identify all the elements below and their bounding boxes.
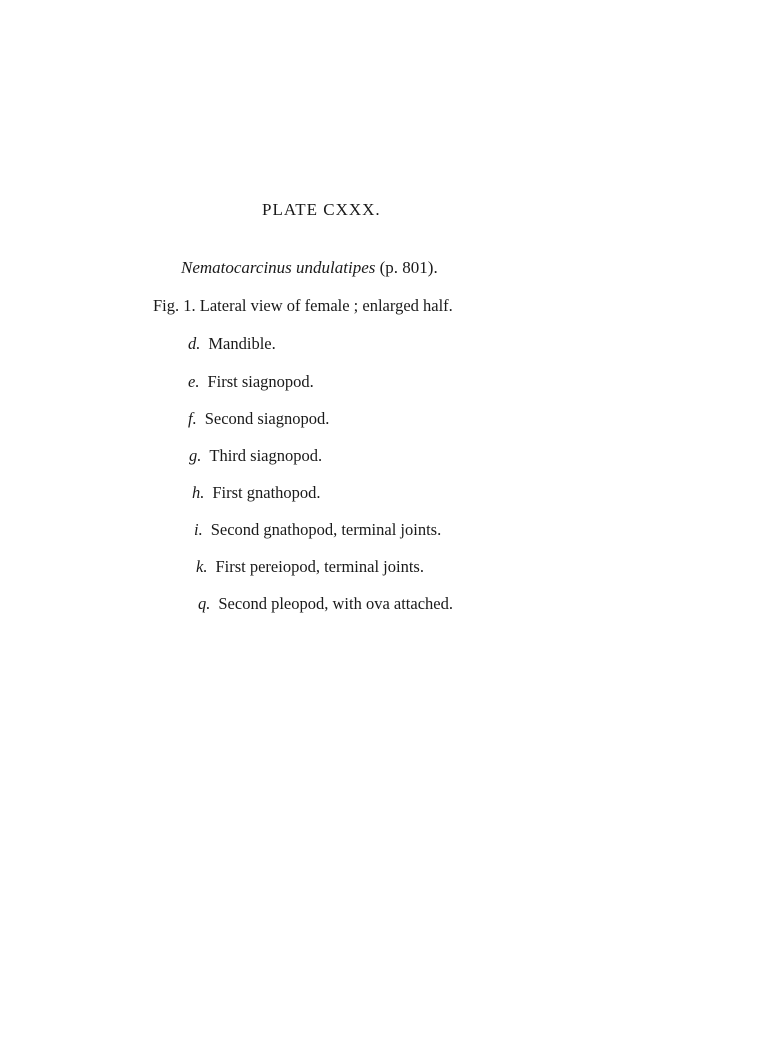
- figure-description: Second gnathopod, terminal joints.: [210, 520, 442, 539]
- figure-label: i.: [194, 520, 203, 539]
- figure-label: 1.: [183, 296, 196, 315]
- figure-prefix: Fig.: [153, 296, 180, 315]
- figure-description: Mandible.: [208, 334, 276, 353]
- figure-description: Second pleopod, with ova attached.: [218, 594, 453, 613]
- figure-description: First gnathopod.: [212, 483, 321, 502]
- figure-entry-e: [188, 372, 314, 392]
- page-reference: (p. 801).: [379, 258, 438, 277]
- figure-entry-g: [189, 446, 322, 466]
- species-heading: [181, 258, 438, 278]
- figure-label: e.: [188, 372, 200, 391]
- figure-label: q.: [198, 594, 211, 613]
- figure-entry-k: [196, 557, 424, 577]
- figure-entry-f: [188, 409, 329, 429]
- figure-label: d.: [188, 334, 201, 353]
- figure-description: Third siagnopod.: [209, 446, 323, 465]
- figure-description: First siagnopod.: [207, 372, 314, 391]
- figure-label: f.: [188, 409, 197, 428]
- figure-label: g.: [189, 446, 202, 465]
- figure-description: First pereiopod, terminal joints.: [215, 557, 424, 576]
- figure-description: Second siagnopod.: [204, 409, 330, 428]
- figure-entry-q: [198, 594, 453, 614]
- figure-entry-i: [194, 520, 441, 540]
- figure-entry-1: [153, 296, 453, 316]
- plate-title: PLATE CXXX.: [262, 200, 381, 219]
- figure-label: h.: [192, 483, 205, 502]
- figure-entry-d: [188, 334, 276, 354]
- species-name: Nematocarcinus undulatipes: [181, 258, 376, 277]
- figure-entry-h: [192, 483, 321, 503]
- figure-label: k.: [196, 557, 208, 576]
- figure-description: Lateral view of female ; enlarged half.: [199, 296, 453, 315]
